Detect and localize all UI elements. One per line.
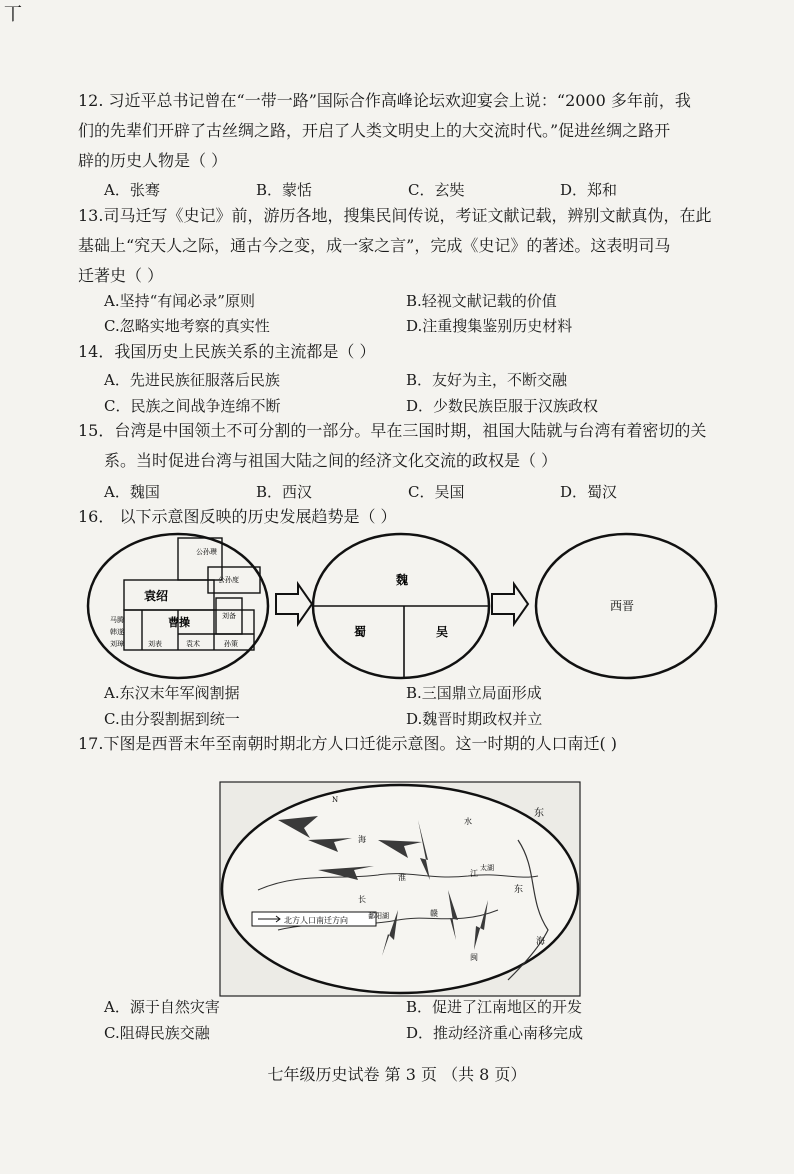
option-a[interactable]: A．先进民族征服落后民族 (104, 371, 280, 389)
option-d[interactable]: D．蜀汉 (560, 483, 618, 501)
question-13-line-3: 迁著史（ ） (78, 266, 164, 285)
label-min: 闽 (470, 953, 478, 962)
option-d[interactable]: D.魏晋时期政权并立 (406, 710, 543, 728)
arrow-right-icon (276, 584, 312, 624)
arrow-right-icon (492, 584, 528, 624)
label-yuan-shao: 袁绍 (144, 589, 169, 603)
question-17-line-1: 17.下图是西晋末年至南朝时期北方人口迁徙示意图。这一时期的人口南迁( ) (78, 734, 618, 753)
label-ma-teng: 马腾 (110, 616, 124, 624)
option-a[interactable]: A．源于自然灾害 (104, 998, 220, 1016)
label-wu: 吴 (436, 625, 449, 639)
label-taihu: 太湖 (480, 864, 494, 872)
option-b[interactable]: B．蒙恬 (256, 181, 313, 199)
label-wei: 魏 (396, 573, 409, 587)
label-han-sui: 韩遂 (110, 628, 124, 636)
label-gongsun-zan: 公孙瓒 (196, 548, 217, 556)
question-15-line-1: 15．台湾是中国领土不可分割的一部分。早在三国时期，祖国大陆就与台湾有着密切的关 (78, 421, 707, 440)
label-xijin: 西晋 (610, 599, 635, 613)
label-gan: 赣 (430, 909, 438, 918)
question-15-line-2: 系。当时促进台湾与祖国大陆之间的经济文化交流的政权是（ ） (104, 451, 558, 470)
q16-diagram (86, 532, 726, 682)
option-a[interactable]: A.坚持“有闻必录”原则 (104, 292, 255, 310)
label-huai: 淮 (398, 873, 406, 882)
question-15 (78, 416, 754, 476)
label-shu: 蜀 (354, 625, 367, 639)
option-b[interactable]: B．友好为主，不断交融 (406, 371, 568, 389)
option-b[interactable]: B.三国鼎立局面形成 (406, 684, 542, 702)
label-dong2: 东 (514, 885, 524, 895)
label-shui: 水 (464, 817, 472, 826)
option-b[interactable]: B．促进了江南地区的开发 (406, 998, 583, 1016)
label-liu-zhang: 刘璋 (110, 640, 124, 648)
question-12-line-2: 们的先辈们开辟了古丝绸之路，开启了人类文明史上的大交流时代。”促进丝绸之路开 (78, 121, 671, 140)
label-hai: 海 (358, 835, 366, 844)
option-c[interactable]: C．玄奘 (408, 181, 465, 199)
question-17 (78, 729, 754, 759)
question-14 (78, 337, 754, 367)
option-c[interactable]: C.由分裂割据到统一 (104, 710, 240, 728)
question-16-line-1: 16． 以下示意图反映的历史发展趋势是（ ） (78, 507, 397, 526)
label-hai2: 海 (536, 937, 546, 947)
label-cao-cao: 曹操 (168, 616, 190, 629)
question-12-line-1: 12. 习近平总书记曾在“一带一路”国际合作高峰论坛欢迎宴会上说：“2000 多年前，我 (78, 91, 691, 110)
option-c[interactable]: C．吴国 (408, 483, 465, 501)
question-14-line-1: 14．我国历史上民族关系的主流都是（ ） (78, 342, 376, 361)
option-c[interactable]: C.阻碍民族交融 (104, 1024, 210, 1042)
option-b[interactable]: B.轻视文献记载的价值 (406, 292, 557, 310)
legend-text: 北方人口南迁方向 (284, 916, 348, 925)
label-yuan-shu: 袁术 (186, 640, 200, 648)
label-dong: 东 (534, 808, 544, 819)
page-footer: 七年级历史试卷 第 3 页 （共 8 页） (267, 1065, 527, 1084)
label-chang: 长 (358, 895, 366, 904)
option-b[interactable]: B．西汉 (256, 483, 313, 501)
question-13-line-1: 13.司马迁写《史记》前，游历各地，搜集民间传说，考证文献记载，辨别文献真伪，在此 (78, 206, 712, 225)
option-d[interactable]: D.注重搜集鉴别历史材料 (406, 317, 573, 335)
corner-mark: 丅 (4, 4, 22, 25)
label-poyang: 鄱阳湖 (368, 912, 389, 920)
question-13 (78, 201, 754, 291)
question-12-line-3: 辟的历史人物是（ ） (78, 151, 228, 170)
option-d[interactable]: D．少数民族臣服于汉族政权 (406, 397, 599, 415)
option-d[interactable]: D．郑和 (560, 181, 618, 199)
option-a[interactable]: A.东汉末年军阀割据 (104, 684, 240, 702)
label-sun-ce: 孙策 (224, 640, 238, 648)
label-gongsun-du: 公孙度 (218, 576, 239, 584)
label-jiang: 江 (470, 869, 478, 878)
question-12 (78, 86, 754, 176)
option-c[interactable]: C．民族之间战争连绵不断 (104, 397, 281, 415)
label-liu-bei: 刘备 (222, 612, 236, 620)
question-13-line-2: 基础上“究天人之际，通古今之变，成一家之言”，完成《史记》的著述。这表明司马 (78, 236, 671, 255)
option-a[interactable]: A．魏国 (104, 483, 160, 501)
option-c[interactable]: C.忽略实地考察的真实性 (104, 317, 270, 335)
label-north: N (332, 796, 339, 804)
option-a[interactable]: A．张骞 (104, 181, 160, 199)
question-16 (78, 502, 754, 532)
option-d[interactable]: D．推动经济重心南移完成 (406, 1024, 584, 1042)
label-liu-biao: 刘表 (148, 640, 162, 648)
q17-migration-map (218, 780, 582, 998)
